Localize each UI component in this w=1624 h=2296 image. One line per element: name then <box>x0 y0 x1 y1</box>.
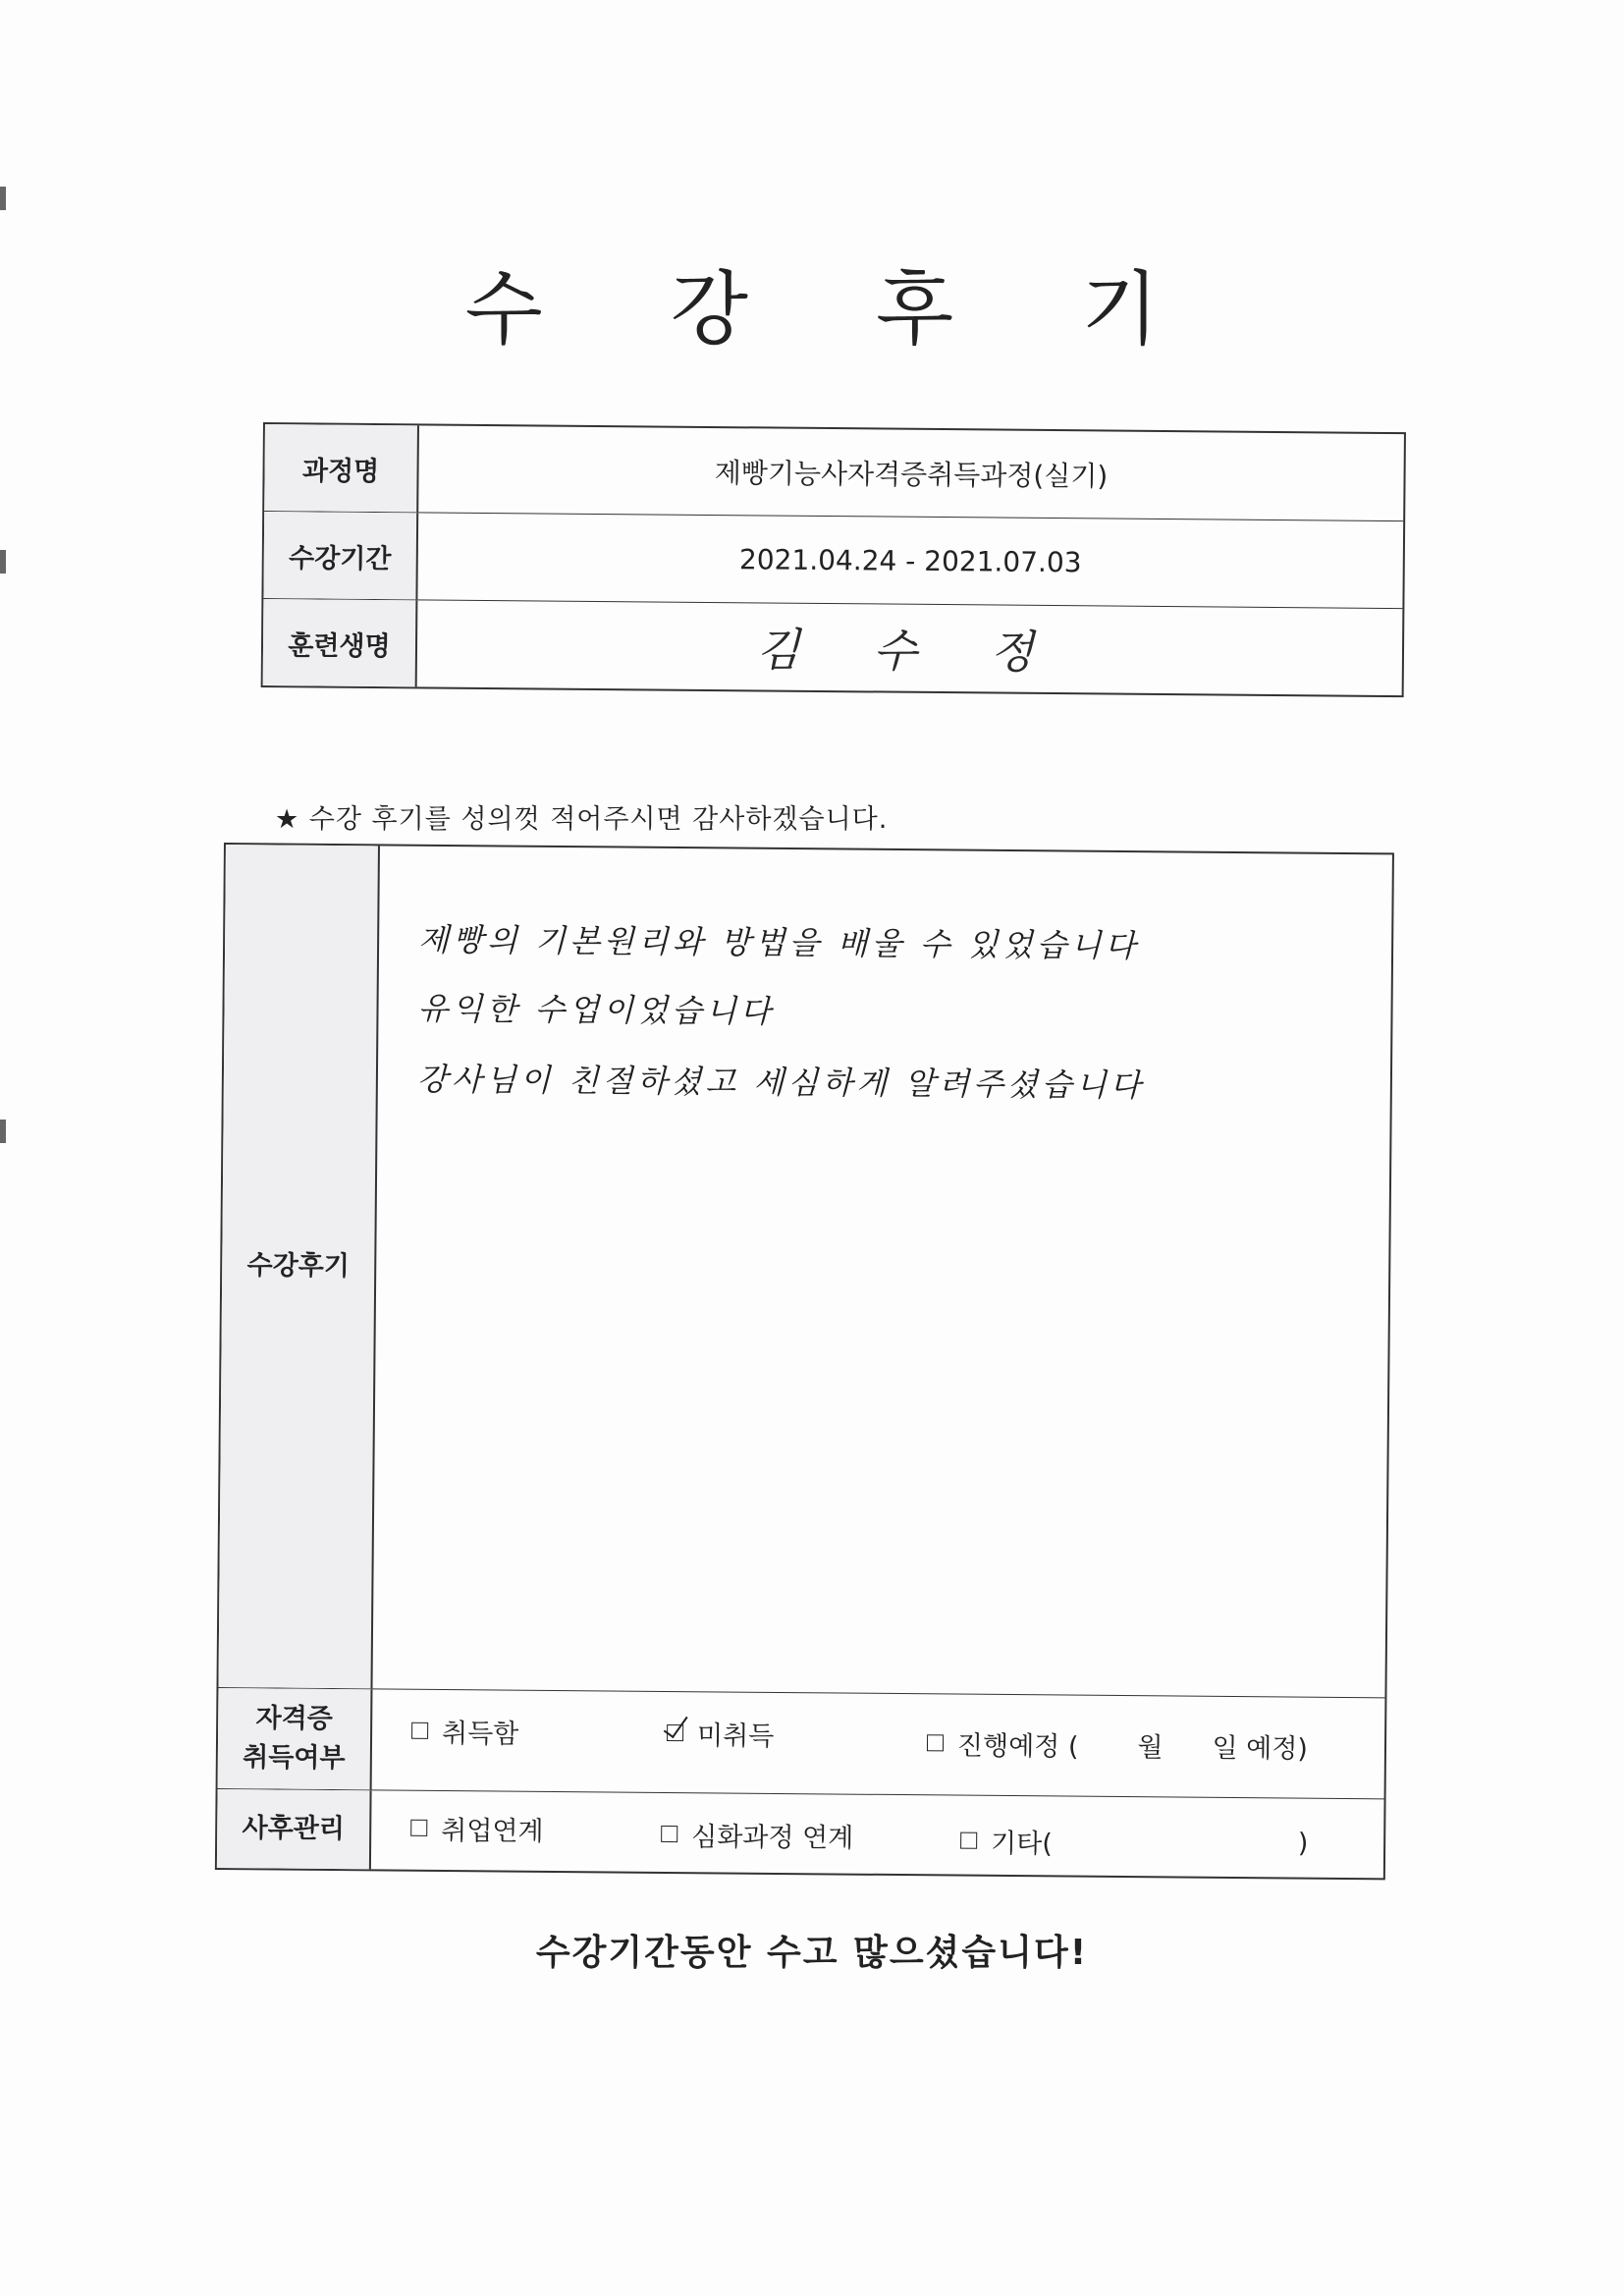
option-planned-label: 진행예정 ( <box>956 1730 1079 1763</box>
scan-edge-mark <box>0 550 6 574</box>
review-line-3: 강사님이 친절하셨고 세심하게 알려주셨습니다 <box>416 1060 1145 1105</box>
course-label: 과정명 <box>264 424 419 512</box>
period-label: 수강기간 <box>263 512 418 599</box>
option-not-acquired[interactable] <box>667 1714 775 1753</box>
aftercare-label: 사후관리 <box>217 1789 372 1869</box>
closing-message: 수강기간동안 수고 많으셨습니다! <box>535 1933 1089 1973</box>
checked-checkbox-icon[interactable] <box>667 1724 683 1741</box>
checkbox-icon[interactable] <box>410 1820 427 1836</box>
checkbox-icon[interactable] <box>927 1734 944 1751</box>
review-line-2: 유익한 수업이었습니다 <box>417 989 775 1030</box>
course-info-table <box>261 422 1406 697</box>
option-employment[interactable] <box>410 1809 544 1848</box>
certification-label-line2: 취득여부 <box>243 1742 346 1775</box>
certification-options <box>372 1689 1385 1798</box>
trainee-row <box>263 599 1403 695</box>
option-advanced[interactable] <box>661 1815 853 1855</box>
scan-edge-mark <box>0 1120 6 1143</box>
course-row <box>264 424 1404 521</box>
checkbox-icon[interactable] <box>411 1722 428 1739</box>
review-line-1: 제빵의 기본원리와 방법을 배울 수 있었습니다 <box>417 920 1140 965</box>
checkbox-icon[interactable] <box>661 1826 677 1842</box>
course-value: 제빵기능사자격증취득과정(실기) <box>714 457 1109 493</box>
document-title: 수 강 후 기 <box>464 263 1211 356</box>
certification-label-line1: 자격증 <box>255 1702 333 1734</box>
period-row <box>263 512 1403 609</box>
certification-row <box>218 1688 1385 1799</box>
option-other-label: 기타( <box>990 1828 1053 1860</box>
review-row <box>218 845 1391 1698</box>
review-table <box>215 843 1394 1880</box>
aftercare-row <box>217 1789 1384 1878</box>
notice-text: ★ 수강 후기를 성의껏 적어주시면 감사하겠습니다. <box>275 804 889 835</box>
option-other-close: ) <box>1297 1828 1309 1859</box>
checkbox-icon[interactable] <box>960 1832 977 1849</box>
month-label: 월 <box>1137 1732 1164 1764</box>
scan-edge-mark <box>0 187 6 210</box>
option-acquired-label: 취득함 <box>441 1718 519 1750</box>
option-advanced-label: 심화과정 연계 <box>691 1822 854 1854</box>
option-acquired[interactable] <box>411 1712 519 1751</box>
certification-label <box>218 1688 373 1789</box>
trainee-handwritten-name: 김 수 정 <box>755 623 1064 680</box>
review-label: 수강후기 <box>218 845 379 1688</box>
trainee-value <box>417 600 1403 695</box>
period-value: 2021.04.24 - 2021.07.03 <box>738 542 1082 578</box>
option-planned[interactable] <box>927 1723 1308 1765</box>
option-employment-label: 취업연계 <box>441 1815 544 1847</box>
trainee-label: 훈련생명 <box>263 599 418 686</box>
option-other[interactable] <box>960 1822 1309 1863</box>
option-not-acquired-label: 미취득 <box>696 1721 775 1752</box>
review-body <box>372 846 1391 1697</box>
aftercare-options <box>371 1790 1384 1878</box>
day-label: 일 예정) <box>1212 1732 1309 1765</box>
